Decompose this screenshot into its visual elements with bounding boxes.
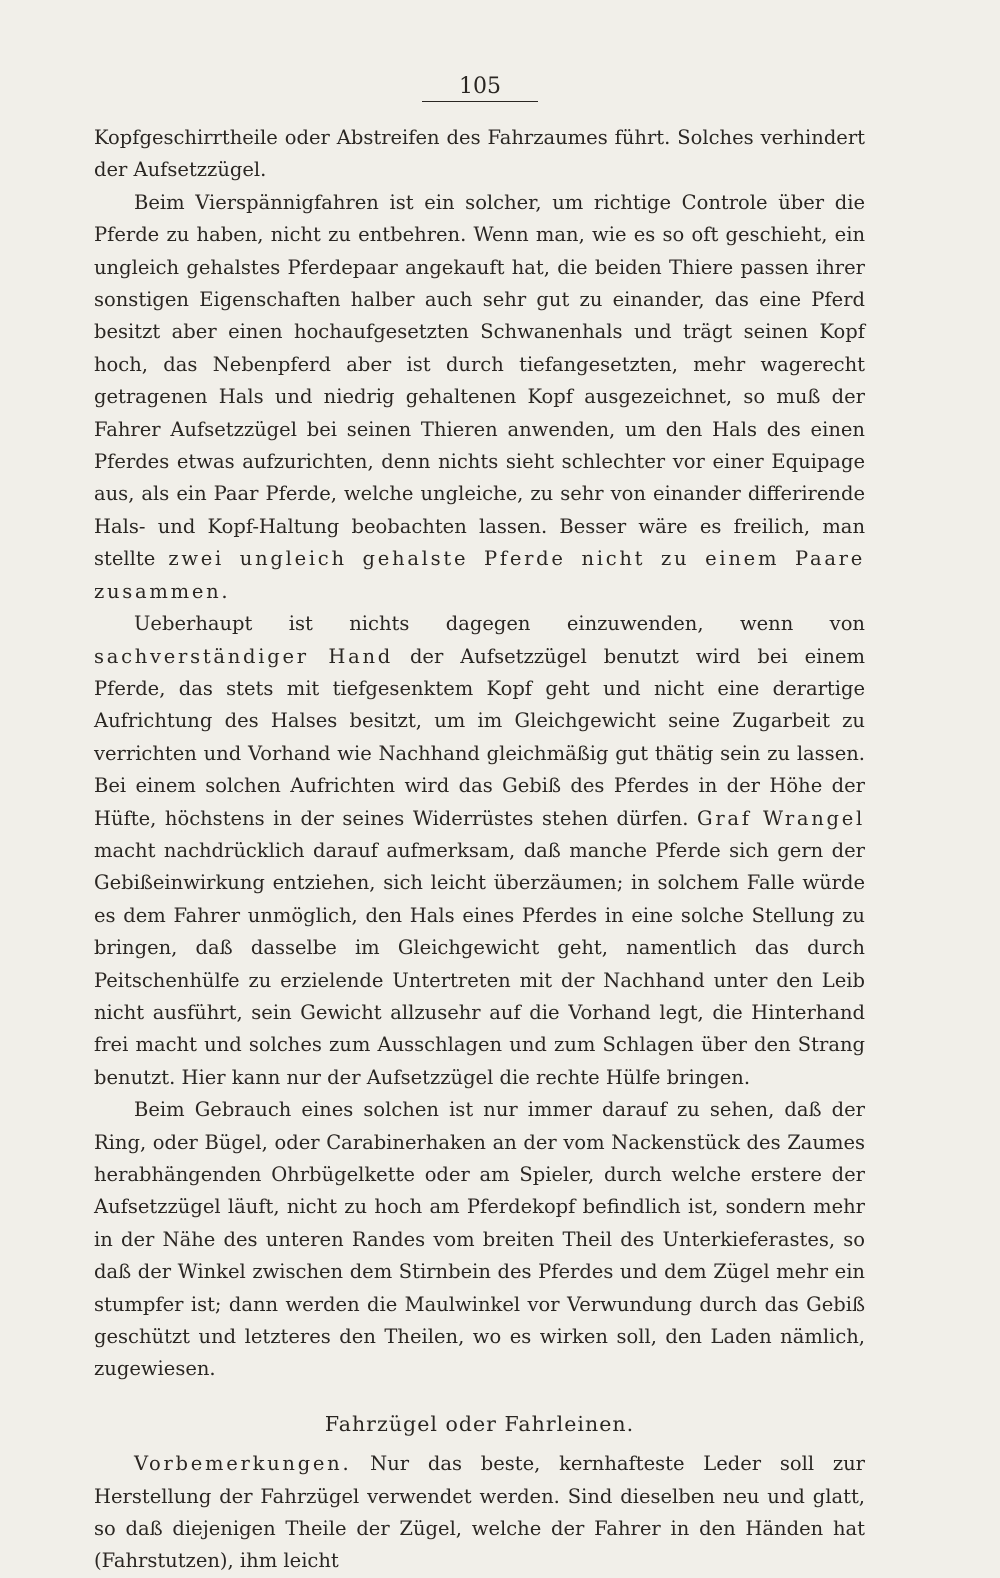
section-lead: Vorbemerkungen. [134, 1452, 352, 1476]
paragraph-text: der Aufsetzzügel benutzt wird bei einem Pferde, das stets mit tiefgesenktem Kopf geht und nicht eine derartige Aufrichtung des Halses besitzt, um im Gleichgewicht seine Zugarbeit zu verrichten und Vorhand wie Nachhand gleichmäßig gut thätig sein zu lassen. Bei einem solchen Aufrichten wird das Gebiß des Pferdes in der Höhe der Hüfte, höchstens in der seines Widerrüstes stehen dürfen. [94, 644, 865, 830]
paragraph [94, 187, 865, 608]
page-number: 105 [459, 74, 501, 99]
paragraph-lead: Ueberhaupt ist nichts dagegen einzuwenden, wenn von [134, 612, 865, 636]
paragraph-tail: macht nachdrücklich darauf aufmerksam, daß manche Pferde sich gern der Gebißeinwirkung entziehen, sich leicht überzäumen; in solchem Falle würde es dem Fahrer unmöglich, den Hals eines Pferdes in eine solche Stellung zu bringen, daß dasselbe im Gleichgewicht geht, namentlich das durch Peitschenhülfe zu erzielende Untertreten mit der Nachhand unter den Leib nicht ausführt, sein Gewicht allzusehr auf die Vorhand legt, die Hinterhand frei macht und solches zum Ausschlagen und zum Schlagen über den Strang benutzt. Hier kann nur der Aufsetzzügel die rechte Hülfe bringen. [94, 838, 865, 1089]
paragraph-text: Beim Vierspännigfahren ist ein solcher, um richtige Controle über die Pferde zu haben, nicht zu entbehren. Wenn man, wie es so oft geschieht, ein ungleich gehalstes Pferdepaar angekauft hat, die beiden Thiere passen ihrer sonstigen Eigenschaften halber auch sehr gut zu einander, das eine Pferd besitzt aber einen hochaufgesetzten Schwanenhals und trägt seinen Kopf hoch, das Nebenpferd aber ist durch tiefangesetzten, mehr wagerecht getragenen Hals und niedrig gehaltenen Kopf ausgezeichnet, so muß der Fahrer Aufsetzzügel bei seinen Thieren anwenden, um den Hals des einen Pferdes etwas aufzurichten, denn nichts sieht schlechter vor einer Equipage aus, als ein Paar Pferde, welche ungleiche, zu sehr von einander differirende Hals- und Kopf-Haltung beobachten lassen. Besser wäre es freilich, man stellte [94, 190, 865, 571]
paragraph-text: Nur das beste, kernhafteste Leder soll zur Herstellung der Fahrzügel verwendet werden. Sind dieselben neu und glatt, so daß diejenigen Theile der Zügel, welche der Fahrer in den Händen hat (Fahrstutzen), ihm leicht [94, 1452, 865, 1573]
emphasized-text: zwei ungleich gehalste Pferde nicht zu einem Paare zusammen. [94, 547, 865, 603]
body-text [94, 122, 865, 1578]
emphasized-name: Graf Wrangel [697, 806, 866, 830]
paragraph-text: Kopfgeschirrtheile oder Abstreifen des Fahrzaumes führt. Solches verhindert der Aufsetzzügel. [94, 126, 865, 182]
paragraph [94, 608, 865, 1094]
paragraph-text: Beim Gebrauch eines solchen ist nur immer darauf zu sehen, daß der Ring, oder Bügel, oder Carabinerhaken an der vom Nackenstück des Zaumes herabhängenden Ohrbügelkette oder am Spieler, durch welche erstere der Aufsetzzügel läuft, nicht zu hoch am Pferdekopf befindlich ist, sondern mehr in der Nähe des unteren Randes vom breiten Theil des Unterkieferastes, so daß der Winkel zwischen dem Stirnbein des Pferdes und dem Zügel mehr ein stumpfer ist; dann werden die Maulwinkel vor Verwundung durch das Gebiß geschützt und letzteres den Theilen, wo es wirken soll, den Laden nämlich, zugewiesen. [94, 1098, 865, 1381]
paragraph [94, 1448, 865, 1578]
section-heading: Fahrzügel oder Fahrleinen. [324, 1411, 635, 1436]
paragraph [94, 1094, 865, 1386]
header-rule [422, 101, 538, 102]
emphasized-text: sachverständiger Hand [94, 644, 394, 668]
paragraph-continuation [94, 122, 865, 187]
